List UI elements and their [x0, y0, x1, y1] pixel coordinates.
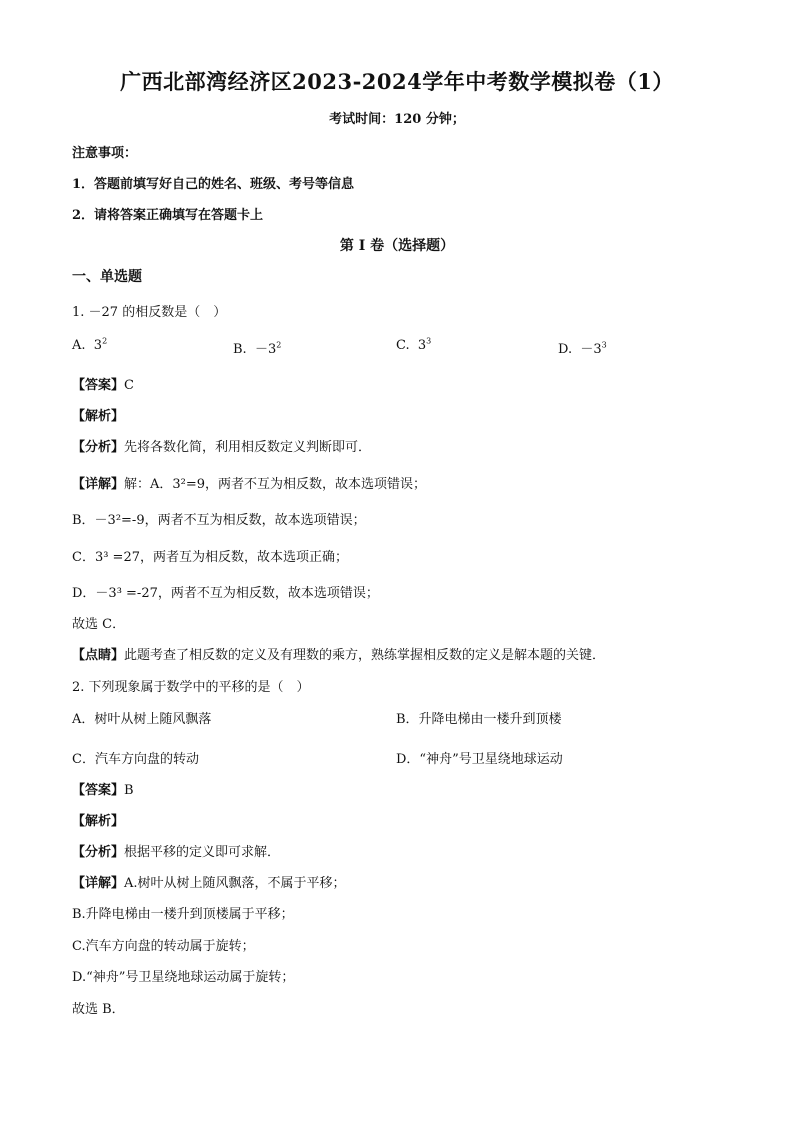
q1-answer: 【答案】C	[72, 378, 134, 393]
q1-option-b: B. $-3^2$	[233, 340, 282, 357]
q2-xiangjie: 【详解】A.树叶从树上随风飘落，不属于平移；	[72, 876, 346, 891]
q2-stem: 2. 下列现象属于数学中的平移的是（ ）	[72, 680, 310, 695]
q1-explain-c: C．3³ =27，两者互为相反数，故本选项正确；	[72, 550, 348, 565]
q1-jiexi: 【解析】	[72, 409, 125, 424]
q1-dianjing: 【点睛】此题考查了相反数的定义及有理数的乘方，熟练掌握相反数的定义是解本题的关键．	[72, 648, 606, 663]
note-item-2: 2．请将答案正确填写在答题卡上	[72, 208, 264, 223]
q1-explain-d: D．－3³ =-27，两者不互为相反数，故本选项错误；	[72, 586, 379, 601]
q2-option-c: C．汽车方向盘的转动	[72, 752, 199, 767]
q1-explain-b: B．－3²=-9，两者不互为相反数，故本选项错误；	[72, 513, 366, 528]
section-title: 第 I 卷（选择题）	[339, 238, 455, 254]
notes-heading: 注意事项：	[72, 146, 138, 161]
q2-explain-d: D.“神舟”号卫星绕地球运动属于旋转；	[72, 970, 295, 985]
q2-option-d: D．“神舟”号卫星绕地球运动	[396, 752, 563, 767]
note-item-1: 1．答题前填写好自己的姓名、班级、考号等信息	[72, 177, 355, 192]
q2-option-a: A．树叶从树上随风飘落	[72, 712, 212, 727]
q2-jiexi: 【解析】	[72, 814, 125, 829]
q1-fenxi: 【分析】先将各数化简，利用相反数定义判断即可．	[72, 440, 372, 455]
q1-option-d: D. $-3^3$	[558, 340, 607, 357]
exam-time: 考试时间：120 分钟；	[329, 112, 465, 127]
q1-option-a: A. $3^2$	[72, 336, 108, 353]
part-title: 一、单选题	[72, 269, 142, 285]
exam-title: 广西北部湾经济区2023-2024学年中考数学模拟卷（1）	[120, 69, 674, 94]
q2-answer: 【答案】B	[72, 783, 134, 798]
q2-explain-c: C.汽车方向盘的转动属于旋转；	[72, 939, 255, 954]
q1-stem: 1. －27 的相反数是（ ）	[72, 305, 227, 320]
q2-fenxi: 【分析】根据平移的定义即可求解．	[72, 845, 281, 860]
q1-option-c: C. $3^3$	[396, 336, 432, 353]
q2-choose: 故选 B．	[72, 1002, 125, 1017]
q2-option-b: B．升降电梯由一楼升到顶楼	[396, 712, 562, 727]
q1-xiangjie: 【详解】解：A．3²=9，两者不互为相反数，故本选项错误；	[72, 477, 427, 492]
q1-choose: 故选 C．	[72, 617, 126, 632]
q2-explain-b: B.升降电梯由一楼升到顶楼属于平移；	[72, 907, 294, 922]
